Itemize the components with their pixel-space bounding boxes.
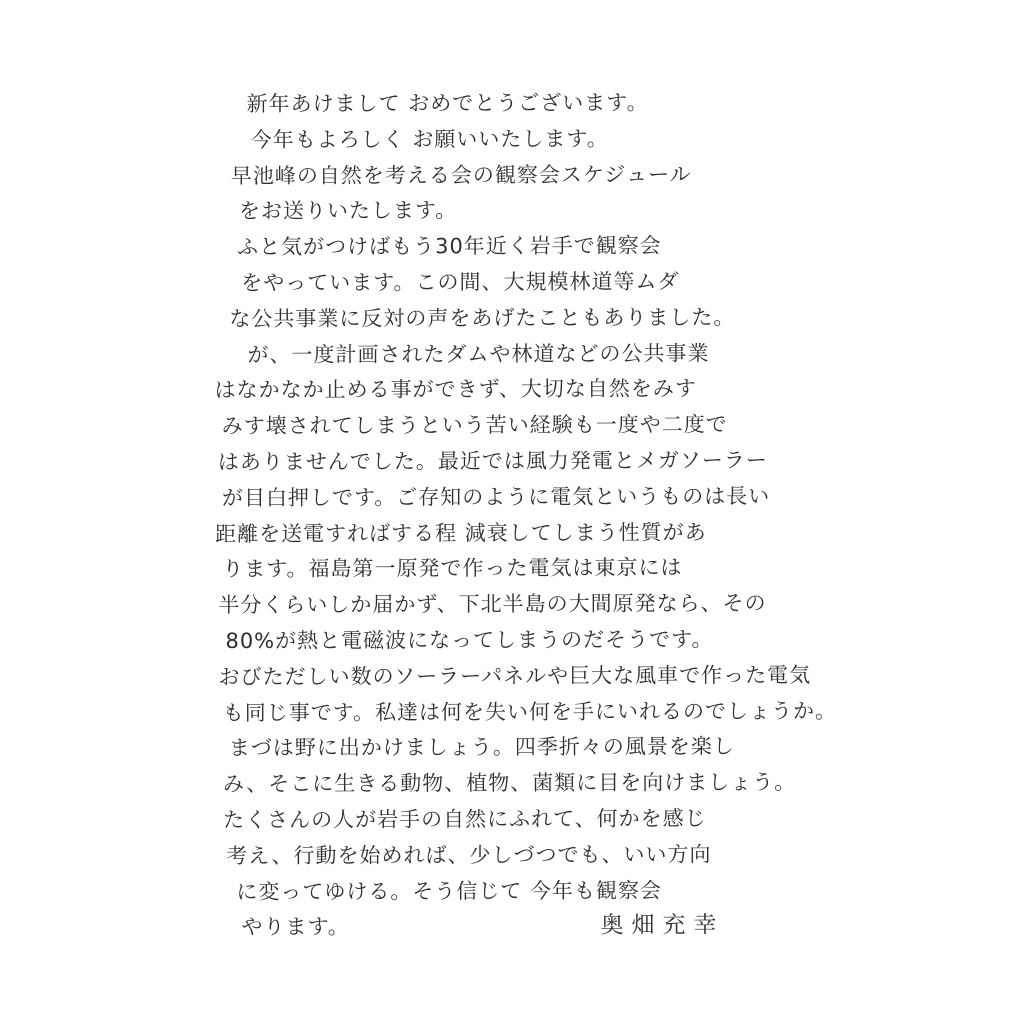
letter-line: 80%が熱と電磁波になってしまうのだそうです。 (225, 627, 714, 653)
letter-line: が、一度計画されたダムや林道などの公共事業 (247, 340, 710, 367)
letter-body (214, 85, 837, 946)
letter-line: も同じ事です。私達は何を失い何を手にいれるのでしょうか。 (222, 698, 838, 725)
letter-line: 距離を送電すればする程 減衰してしまう性質があ (215, 519, 707, 546)
letter-line: はなかなか止める事ができず、大切な自然をみす (214, 376, 697, 403)
letter-line: 考え、行動を始めれば、少しづつでも、いい方向 (226, 842, 712, 868)
letter-line: みす壊されてしまうという苦い経験も一度や二度で (221, 412, 728, 439)
letter-line: をやっています。この間、大規模林道等ムダ (241, 269, 680, 295)
closing-line: やります。 (241, 914, 350, 940)
letter-line: に変ってゆける。そう信じて 今年も観察会 (236, 878, 663, 904)
letter-line: ります。福島第一原発で作った電気は東京には (222, 555, 683, 582)
letter-line: まづは野に出かけましょう。四季折々の風景を楽し (228, 734, 735, 761)
letter-line: 今年もよろしく お願いいたします。 (250, 126, 609, 152)
letter-line: 半分くらいしか届かず、下北半島の大間原発なら、その (218, 591, 767, 618)
letter-line: み、そこに生きる動物、植物、菌類に目を向けましょう。 (222, 770, 797, 797)
letter-line: 早池峰の自然を考える会の観察会スケジュール (230, 162, 692, 188)
letter-line: 新年あけまして おめでとうございます。 (246, 90, 649, 116)
closing-and-signature-row (216, 908, 836, 946)
letter-line: はありませんでした。最近では風力発電とメガソーラー (217, 448, 768, 475)
letter-line: が目白押しです。ご存知のように電気というものは長い (221, 483, 771, 510)
letter-line: ふと気がつけばもう30年近く岩手で観察会 (237, 233, 662, 260)
letter-line: をお送りいたします。 (238, 198, 458, 224)
signature: 奥畑充幸 (600, 912, 725, 940)
letter-line: おびただしい数のソーラーパネルや巨大な風車で作った電気 (218, 662, 812, 689)
letter-line: な公共事業に反対の声をあげたこともありました。 (229, 305, 736, 331)
letter-line: たくさんの人が岩手の自然にふれて、何かを感じ (223, 806, 707, 832)
